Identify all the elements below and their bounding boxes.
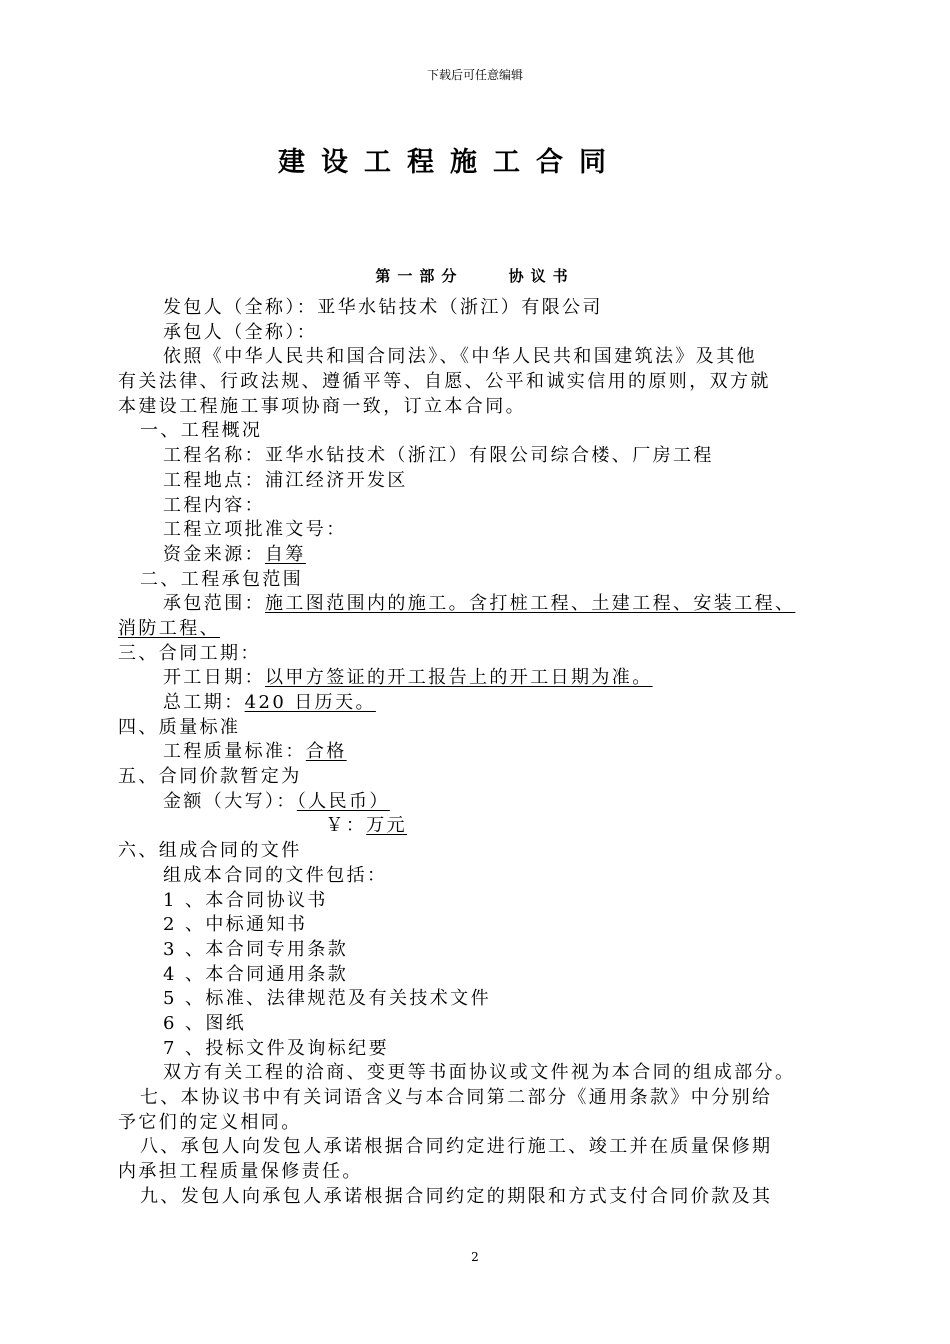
contract-line — [118, 1037, 858, 1062]
line-label: 发包人（全称）： — [163, 297, 318, 318]
line-label: 七、本协议书中有关词语含义与本合同第二部分《通用条款》中分别给 — [140, 1087, 773, 1108]
line-label: 工程质量标准： — [163, 741, 306, 763]
contract-line — [118, 419, 858, 444]
line-label: 7 、投标文件及询标纪要 — [163, 1037, 389, 1059]
line-label: 承包人（全称）： — [163, 321, 318, 343]
contract-line — [118, 296, 858, 321]
line-value: （人民币） — [296, 790, 390, 812]
contract-line — [118, 321, 858, 346]
line-label: 工程内容： — [163, 494, 265, 516]
line-label: 2 、中标通知书 — [163, 914, 308, 936]
line-label: 资金来源： — [163, 543, 265, 565]
contract-line — [118, 1160, 858, 1185]
line-value: 以甲方签证的开工报告上的开工日期为准。 — [265, 667, 653, 689]
contract-line — [118, 666, 858, 691]
line-label: 工程地点： — [163, 469, 265, 491]
line-label: 六、组成合同的文件 — [118, 840, 302, 862]
contract-body — [118, 296, 858, 1209]
contract-line — [118, 790, 858, 815]
contract-line — [118, 765, 858, 790]
line-value: 消防工程、 — [118, 617, 220, 639]
line-label: 三、合同工期： — [118, 642, 261, 664]
contract-line — [118, 913, 858, 938]
line-label: 予它们的定义相同。 — [118, 1111, 302, 1133]
line-label: 组成本合同的文件包括： — [163, 864, 388, 886]
contract-line — [118, 1135, 858, 1160]
contract-line — [118, 1086, 858, 1111]
section-heading — [0, 265, 950, 286]
section-part-label: 第一部分 — [375, 267, 464, 285]
contract-line — [118, 617, 858, 642]
line-label: 总工期： — [163, 692, 245, 713]
line-label: 6 、图纸 — [163, 1012, 247, 1034]
line-label: 承包范围： — [163, 593, 265, 615]
contract-line — [118, 494, 858, 519]
line-label: 内承担工程质量保修责任。 — [118, 1161, 363, 1183]
line-value: 自筹 — [265, 543, 306, 565]
line-value: 420 日历天。 — [244, 692, 376, 713]
contract-line — [118, 839, 858, 864]
contract-line — [118, 469, 858, 494]
contract-line — [118, 568, 858, 593]
line-label: 二、工程承包范围 — [140, 568, 304, 590]
contract-line — [118, 691, 858, 716]
line-label: 九、发包人向承包人承诺根据合同约定的期限和方式支付合同价款及其 — [140, 1185, 773, 1207]
page-header-note: 下载后可任意编辑 — [426, 68, 523, 82]
line-label: 5 、标准、法律规范及有关技术文件 — [163, 988, 491, 1010]
contract-line — [118, 543, 858, 568]
line-label: 双方有关工程的洽商、变更等书面协议或文件视为本合同的组成部分。 — [163, 1062, 796, 1084]
contract-line — [118, 370, 858, 395]
line-label: 八、承包人向发包人承诺根据合同约定进行施工、竣工并在质量保修期 — [140, 1136, 773, 1158]
line-label: ￥： — [163, 815, 367, 837]
line-label: 金额（大写）： — [163, 790, 297, 812]
contract-line — [118, 642, 858, 667]
contract-line — [118, 716, 858, 741]
contract-line — [118, 1111, 858, 1136]
line-label: 依照《中华人民共和国合同法》、《中华人民共和国建筑法》及其他 — [163, 346, 757, 368]
line-label: 本建设工程施工事项协商一致，订立本合同。 — [118, 395, 526, 417]
contract-line — [118, 345, 858, 370]
line-value: 亚华水钻技术（浙江）有限公司综合楼、厂房工程 — [265, 445, 714, 467]
contract-line — [118, 1061, 858, 1086]
contract-line — [118, 814, 858, 839]
line-label: 3 、本合同专用条款 — [163, 938, 349, 960]
line-value: 合格 — [305, 741, 347, 763]
line-label: 有关法律、行政法规、遵循平等、自愿、公平和诚实信用的原则，双方就 — [118, 371, 771, 393]
section-part-name: 协议书 — [508, 267, 575, 285]
line-label: 开工日期： — [163, 667, 265, 689]
line-label: 1 、本合同协议书 — [163, 889, 328, 911]
contract-line — [118, 1012, 858, 1037]
line-label: 四、质量标准 — [118, 716, 241, 738]
line-label: 工程名称： — [163, 445, 265, 467]
document-title: 建设工程施工合同 — [278, 147, 622, 178]
contract-line — [118, 395, 858, 420]
contract-line — [118, 1185, 858, 1210]
line-value: 施工图范围内的施工。含打桩工程、土建工程、安装工程、 — [265, 593, 796, 615]
line-label: 工程立项批准文号： — [163, 519, 347, 541]
contract-line — [118, 444, 858, 469]
line-label: 4 、本合同通用条款 — [163, 963, 349, 985]
page-number: 2 — [471, 1250, 479, 1264]
contract-line — [118, 592, 858, 617]
contract-line — [118, 987, 858, 1012]
contract-line — [118, 889, 858, 914]
line-value: 万元 — [366, 815, 408, 837]
contract-line — [118, 518, 858, 543]
contract-line — [118, 864, 858, 889]
contract-line — [118, 963, 858, 988]
line-label: 一、工程概况 — [140, 420, 263, 442]
line-value: 亚华水钻技术（浙江）有限公司 — [317, 297, 603, 318]
line-value: 浦江经济开发区 — [265, 469, 408, 491]
line-label: 五、合同价款暂定为 — [118, 766, 302, 788]
contract-line — [118, 740, 858, 765]
contract-line — [118, 938, 858, 963]
